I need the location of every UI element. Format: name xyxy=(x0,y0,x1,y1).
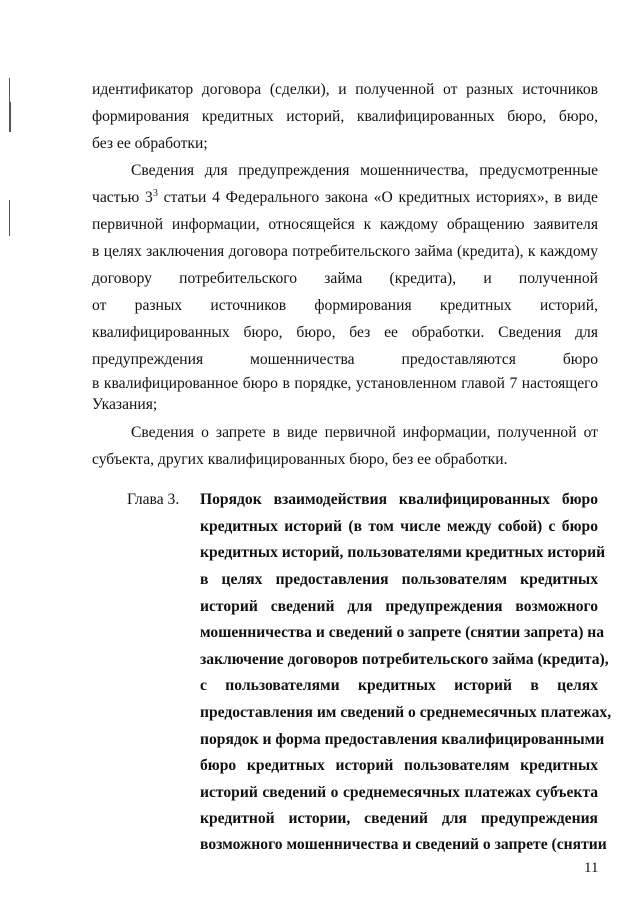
chapter-title-line: Порядок взаимодействия квалифицированных бюро xyxy=(200,491,598,508)
chapter-title-line: кредитных историй, пользователями кредитных историй xyxy=(200,544,606,561)
text-line: Сведения для предупреждения мошенничества, предусмотренные xyxy=(131,162,598,179)
text-line: первичной информации, относящейся к каждому обращению заявителя xyxy=(92,216,598,233)
text-line xyxy=(92,188,598,208)
chapter-title-line: кредитных историй (в том числе между собой) с бюро xyxy=(200,518,598,535)
chapter-title-line: историй сведений для предупреждения возможного xyxy=(200,598,598,615)
text-fragment: статьи 4 Федерального закона «О кредитных историях», в виде xyxy=(157,189,598,206)
margin-change-bar xyxy=(9,102,11,132)
text-line: идентификатор договора (сделки), и полученной от разных источников xyxy=(92,81,598,98)
text-line: Сведения о запрете в виде первичной информации, полученной от xyxy=(131,424,598,441)
page-number: 11 xyxy=(584,860,599,876)
chapter-title-line: бюро кредитных историй пользователям кредитных xyxy=(200,757,598,774)
chapter-title-line: кредитной истории, сведений для предупреждения xyxy=(200,810,598,827)
chapter-title-line: порядок и форма предоставления квалифицированными xyxy=(200,731,605,748)
text-line: договору потребительского займа (кредита), и полученной xyxy=(92,270,598,287)
text-line: квалифицированных бюро, бюро, без ее обработки. Сведения для xyxy=(92,324,598,341)
text-fragment: частью 3 xyxy=(92,189,153,206)
chapter-label: Глава 3. xyxy=(127,491,180,508)
text-line: Указания; xyxy=(92,396,158,413)
chapter-title-line: возможного мошенничества и сведений о запрете (снятии xyxy=(200,836,607,853)
text-line: от разных источников формирования кредитных историй, xyxy=(92,297,598,314)
text-line: без ее обработки; xyxy=(92,135,208,152)
chapter-title-line: мошенничества и сведений о запрете (снятии запрета) на xyxy=(200,624,605,641)
text-line: в квалифицированное бюро в порядке, установленном главой 7 настоящего xyxy=(92,375,598,392)
text-line: субъекта, других квалифицированных бюро, без ее обработки. xyxy=(92,451,508,468)
chapter-title-line: с пользователями кредитных историй в целях xyxy=(200,677,598,694)
chapter-title-line: историй сведений о среднемесячных платежах субъекта xyxy=(200,784,598,801)
margin-change-bar xyxy=(9,78,10,102)
superscript: 3 xyxy=(152,188,158,199)
chapter-title-line: в целях предоставления пользователям кредитных xyxy=(200,571,598,588)
text-line: предупреждения мошенничества предоставляются бюро xyxy=(92,351,598,368)
text-line: формирования кредитных историй, квалифицированных бюро, бюро, xyxy=(92,108,598,125)
chapter-title-line: заключение договоров потребительского займа (кредита), xyxy=(200,651,609,668)
chapter-title-line: предоставления им сведений о среднемесячных платежах, xyxy=(200,704,612,721)
text-line: в целях заключения договора потребительского займа (кредита), к каждому xyxy=(92,243,598,260)
margin-change-bar xyxy=(9,200,10,236)
